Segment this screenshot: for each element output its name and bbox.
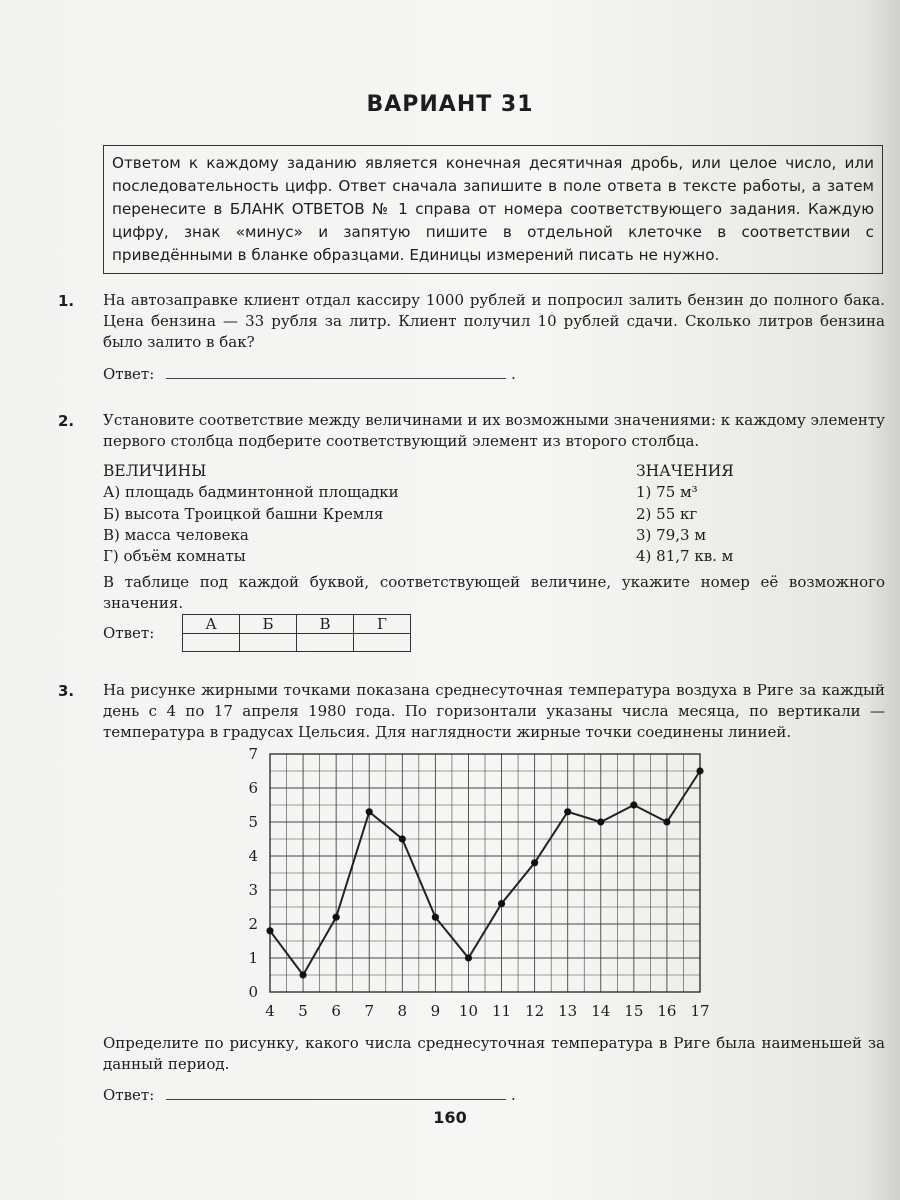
x-tick-label: 10 — [458, 1002, 479, 1020]
x-tick-label: 16 — [657, 1002, 677, 1020]
y-tick-label: 2 — [248, 915, 258, 933]
q2-table-note: В таблице под каждой буквой, соответствующей величине, укажите номер её возможного значения. — [103, 573, 885, 612]
q2-number: 2. — [58, 412, 75, 430]
x-tick-label: 17 — [690, 1002, 710, 1020]
temperature-point — [696, 767, 703, 774]
x-tick-label: 7 — [364, 1002, 375, 1020]
x-tick-label: 12 — [525, 1002, 545, 1020]
q3-question: Определите по рисунку, какого числа среднесуточная температура в Риге была наименьшей за данный период. — [103, 1034, 885, 1073]
q2-left-item: В) масса человека — [103, 526, 249, 544]
temperature-point — [465, 954, 472, 961]
q2-right-item: 4) 81,7 кв. м — [636, 547, 734, 565]
q3-answer-line[interactable] — [166, 1085, 506, 1100]
x-tick-label: 14 — [591, 1002, 611, 1020]
chart-x-ticks — [265, 1002, 709, 1020]
x-tick-label: 8 — [397, 1002, 408, 1020]
q2-table-letter: Г — [354, 615, 411, 634]
temperature-point — [432, 914, 439, 921]
q1-answer-label: Ответ: — [103, 365, 155, 383]
q2-answer-cell[interactable] — [183, 634, 240, 652]
q2-answer-cell[interactable] — [297, 634, 354, 652]
temperature-point — [630, 801, 637, 808]
y-tick-label: 1 — [248, 949, 258, 967]
q2-table-letter: В — [297, 615, 354, 634]
q3-answer-label: Ответ: — [103, 1086, 155, 1104]
q3-number: 3. — [58, 682, 75, 700]
y-tick-label: 0 — [248, 983, 258, 1001]
x-tick-label: 9 — [430, 1002, 441, 1020]
x-tick-label: 11 — [491, 1002, 512, 1020]
y-tick-label: 7 — [248, 745, 258, 763]
q2-left-item: Б) высота Троицкой башни Кремля — [103, 505, 384, 523]
q1-answer-line[interactable] — [166, 364, 506, 379]
y-tick-label: 5 — [248, 813, 258, 831]
temperature-point — [399, 835, 406, 842]
temperature-point — [597, 818, 604, 825]
temperature-point — [366, 808, 373, 815]
y-tick-label: 6 — [248, 779, 258, 797]
temperature-point — [564, 808, 571, 815]
q2-text: Установите соответствие между величинами и их возможными значениями: к каждому элементу первого столбца подберите соответствующий элемент из второго столбца. — [103, 411, 886, 450]
temperature-point — [266, 927, 273, 934]
q2-right-item: 1) 75 м³ — [636, 483, 698, 501]
x-tick-label: 6 — [331, 1002, 341, 1020]
q2-table-letter: А — [183, 615, 240, 634]
page-number: 160 — [433, 1108, 467, 1127]
temperature-point — [531, 859, 538, 866]
q1-number: 1. — [58, 292, 75, 310]
chart-y-ticks — [248, 745, 258, 1001]
q2-right-item: 2) 55 кг — [636, 505, 698, 523]
variant-title: ВАРИАНТ 31 — [366, 92, 534, 117]
temperature-chart — [230, 744, 730, 1024]
q2-left-header: ВЕЛИЧИНЫ — [103, 462, 207, 480]
temperature-point — [663, 818, 670, 825]
q1-answer: Ответ: . — [103, 365, 516, 383]
x-tick-label: 5 — [298, 1002, 308, 1020]
q1-text: На автозаправке клиент отдал кассиру 1000 рублей и попросил залить бензин до полного бака. Цена бензина — 33 рубля за литр. Клиент получил 10 рублей сдачи. Сколько литров бензина было залито в бак? — [103, 291, 885, 351]
q2-answer-label: Ответ: — [103, 624, 155, 642]
y-tick-label: 4 — [248, 847, 258, 865]
q3-answer: Ответ: . — [103, 1086, 516, 1104]
q2-answer-cell[interactable] — [354, 634, 411, 652]
chart-grid — [270, 754, 700, 992]
q2-left-item: Г) объём комнаты — [103, 547, 246, 565]
q2-answer-table — [182, 614, 411, 652]
q2-right-header: ЗНАЧЕНИЯ — [636, 462, 734, 480]
q2-table-letter: Б — [240, 615, 297, 634]
y-tick-label: 3 — [248, 881, 258, 899]
q2-left-item: А) площадь бадминтонной площадки — [103, 483, 399, 501]
q2-right-item: 3) 79,3 м — [636, 526, 706, 544]
temperature-point — [498, 900, 505, 907]
q2-answer-cell[interactable] — [240, 634, 297, 652]
instructions-box: Ответом к каждому заданию является конечная десятичная дробь, или целое число, или последовательность цифр. Ответ сначала запишите в поле ответа в тексте работы, а затем перенесите в БЛАНК ОТВЕТОВ № 1 справа от номера соответствующего задания. Каждую цифру, знак «минус» и запятую пишите в отдельной клеточке в соответствии с приведёнными в бланке образцами. Единицы измерений писать не нужно. — [103, 145, 883, 274]
x-tick-label: 13 — [558, 1002, 578, 1020]
x-tick-label: 4 — [265, 1002, 275, 1020]
x-tick-label: 15 — [624, 1002, 644, 1020]
temperature-point — [333, 914, 340, 921]
q3-text: На рисунке жирными точками показана среднесуточная температура воздуха в Риге за каждый день с 4 по 17 апреля 1980 года. По горизонтали указаны числа месяца, по вертикали — температура в градусах Цельсия. Для наглядности жирные точки соединены линией. — [103, 681, 885, 741]
temperature-point — [299, 971, 306, 978]
